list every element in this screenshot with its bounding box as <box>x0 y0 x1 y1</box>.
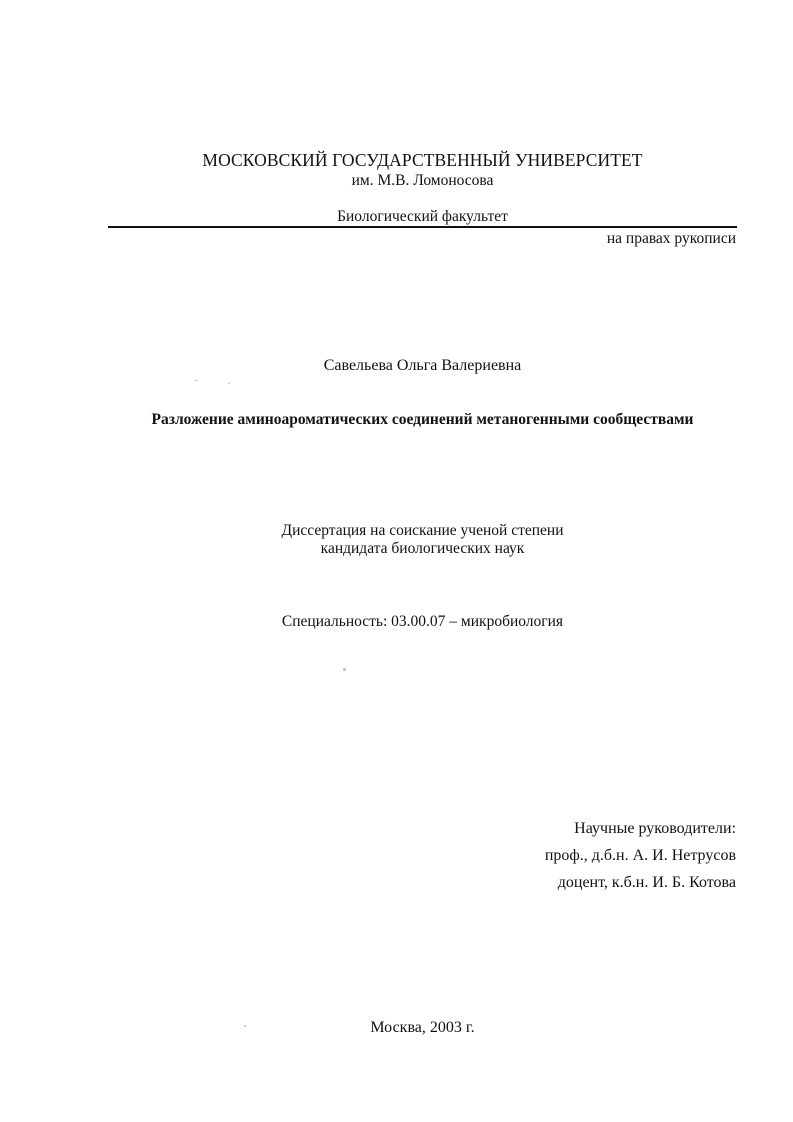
supervisors-heading: Научные руководители: <box>574 820 736 837</box>
scan-speck <box>228 383 230 384</box>
university-named-after: им. М.В. Ломоносова <box>351 172 494 189</box>
header-divider <box>108 226 737 228</box>
faculty-name: Биологический факультет <box>337 208 508 225</box>
scan-speck <box>343 668 346 671</box>
supervisor-item: проф., д.б.н. А. И. Нетрусов <box>544 847 736 864</box>
manuscript-note: на правах рукописи <box>606 230 736 247</box>
degree-line-1: Диссертация на соискание ученой степени <box>281 522 564 539</box>
supervisor-item: доцент, к.б.н. И. Б. Котова <box>557 874 736 891</box>
specialty: Специальность: 03.00.07 – микробиология <box>281 613 564 630</box>
thesis-title: Разложение аминоароматических соединений метаногенными сообществами <box>151 411 694 428</box>
supervisors-block <box>545 815 736 896</box>
scan-speck <box>195 380 198 381</box>
scan-speck <box>244 1025 246 1027</box>
author-name: Савельева Ольга Валериевна <box>323 357 522 374</box>
degree-line-2: кандидата биологических наук <box>320 540 525 557</box>
university-name: МОСКОВСКИЙ ГОСУДАРСТВЕННЫЙ УНИВЕРСИТЕТ <box>202 150 643 170</box>
city-year: Москва, 2003 г. <box>370 1019 475 1036</box>
